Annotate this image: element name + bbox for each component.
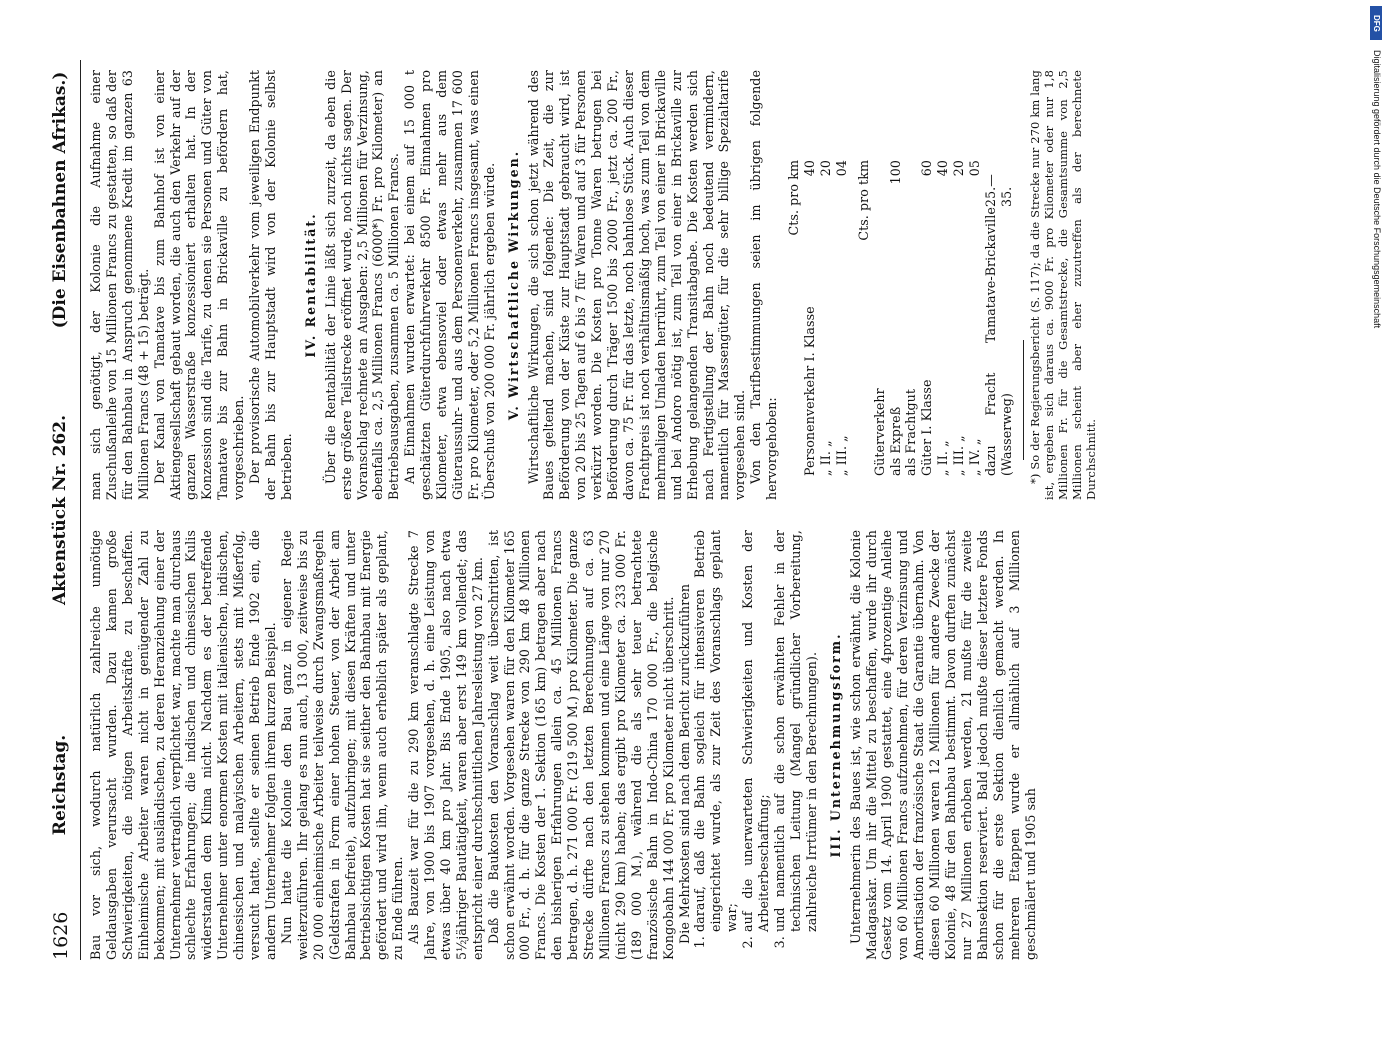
page-number: 1626 (50, 911, 72, 960)
table-row (967, 100, 983, 490)
row-value: 05 (967, 160, 983, 177)
header-right-title: (Die Eisenbahnen Afrikas.) (50, 71, 70, 329)
section-heading: V. Wirtschaftliche Wirkungen. (505, 149, 521, 421)
list-item: 3. und namentlich auf die schon erwähnten Fehler in der technischen Leitung (Mangel gründlicher Vorbereitung, zahlreiche Irrtümer in den Berechnungen). (772, 530, 820, 932)
column-right (88, 70, 1268, 500)
section-heading: III. Unternehmungsform. (827, 632, 843, 858)
row-label: Personenverkehr I. Klasse (801, 306, 817, 476)
row-label: „ III. „ (833, 435, 849, 476)
paragraph: Wirtschaftliche Wirkungen, die sich schon jetzt während des Baues geltend machen, sind folgende: Die Zeit, die zur Beförderung von der Küste zur Hauptstadt gebraucht wird, ist von 20 bis 25 Tagen auf 6 bis 7 für Waren und auf 3 für Personen verkürzt worden. Die Kosten pro Tonne Waren betrugen bei Beförderung durch Träger 1500 bis 2000 Fr., jetzt ca. 200 Fr., davon ca. 75 Fr. für das letzte, noch bahnlose Stück. Auch dieser Frachtpreis ist noch verhältnismäßig hoch, was zum Teil von dem mehrmaligen Umladen herrührt, zum Teil von einer in Brickaville und bei Andoro nötig ist, zum Teil von einer in Brickaville zur Erhebung gelangenden Transitabgabe. Die Kosten werden sich nach Fertigstellung der Bahn noch bedeutend vermindern, namentlich für Massengüter, für die sehr billige Spezialtarife vorgesehen sind. (525, 70, 748, 500)
table-row (834, 100, 850, 490)
section-heading: IV. Rentabilität. (302, 212, 318, 358)
row-label: „ III. „ (951, 435, 967, 476)
dfg-logo: DFG (1370, 6, 1382, 40)
cost-reasons-list (692, 530, 819, 960)
footnote-rule (1023, 340, 1024, 460)
table-row (903, 100, 919, 490)
row-label: Güter I. Klasse (919, 379, 935, 476)
row-label: „ II. „ (935, 440, 951, 476)
table-row (919, 100, 935, 490)
table-row (951, 100, 967, 490)
header-center-title: Aktenstück Nr. 262. (50, 415, 70, 606)
paragraph: Als Bauzeit war für die zu 290 km veranschlagte Strecke 7 Jahre, von 1900 bis 1907 vorgesehen, d. h. eine Leistung von etwas über 40 km pro Jahr. Bis Ende 1905, also nach etwa 5½jähriger Bautätigkeit, waren aber erst 149 km vollendet; das entspricht einer durchschnittlichen Jahresleistung von 27 km. (406, 530, 485, 960)
paragraph: Nun hatte die Kolonie den Bau ganz in eigener Regie weiterzuführen. Ihr gelang es nun auch, 13 000, zeitweise bis zu 20 000 einheimische Arbeiter teilweise durch Zwangsmaßregeln (Geldstrafen in Form einer hohen Steuer, von der Arbeit am Bahnbau befreite), aufzubringen; mit diesen Kräften und unter betriebsichtigen Kosten hat sie seither den Bahnbau mit Energie gefördert und wird ihn, wenn auch erheblich später als geplant, zu Ende führen. (278, 530, 406, 960)
list-item: 2. auf die unerwarteten Schwierigkeiten und Kosten der Arbeiterbeschaffung; (740, 530, 772, 932)
paragraph: Die Mehrkosten sind nach dem Bericht zurückzuführen (676, 583, 692, 944)
tariff-table-freight (856, 100, 1015, 490)
table-row (818, 100, 834, 490)
column-left (88, 530, 1268, 960)
paragraph: Von den Tarifbestimmungen seien im übrigen folgende hervorgehoben: (748, 70, 780, 500)
paragraph: An Einnahmen wurden erwartet: bei einem auf 15 000 t geschätzten Güterdurchfuhrverkehr 8500 Fr. Einnahmen pro Kilometer, etwa ebensoviel oder etwas mehr aus dem Güteraussuhr- und aus dem Personenverkehr, zusammen 17 600 Fr. pro Kilometer, oder 5,2 Millionen Francs insgesamt, was einen Überschuß von 200 000 Fr. jährlich ergeben würde. (402, 70, 497, 500)
paragraph: Über die Rentabilität der Linie läßt sich zurzeit, da eben die erste größere Teilstrecke eröffnet wurde, noch nichts sagen. Der Voranschlag rechnete an Ausgaben: 2,5 Millionen für Verzinsung, ebenfalls ca. 2,5 Millionen Francs (6000*) Fr. pro Kilometer) an Betriebsausgaben, zusammen ca. 5 Millionen Francs. (322, 70, 402, 500)
paragraph: man sich genötigt, der Kolonie die Aufnahme einer Zuschußanleihe von 15 Millionen Francs zu gestatten, so daß der für den Bahnbau in Anspruch genommene Kredit im ganzen 63 Millionen Francs (48 + 15) beträgt. (88, 70, 151, 500)
digitization-credit-strip (1372, 0, 1382, 1000)
table-row (872, 100, 888, 490)
header-rule (80, 60, 81, 960)
row-label: dazu Fracht Tamatave-Brickaville (Wasserweg) (982, 207, 1014, 476)
row-value: 100 (887, 160, 903, 185)
row-label: „ II. „ (817, 440, 833, 476)
table-header: Cts. pro tkm (855, 160, 871, 241)
header-left-title: Reichstag. (50, 734, 70, 836)
paragraph: Unternehmerin des Baues ist, wie schon erwähnt, die Kolonie Madagaskar. Um ihr die Mittel zu beschaffen, wurde ihr durch Gesetz vom 14. April 1900 gestattet, eine 4prozentige Anleihe von 60 Millionen Francs aufzunehmen, für deren Verzinsung und Amortisation der französische Staat die Garantie übernahm. Von diesen 60 Millionen waren 12 Millionen für andere Zwecke der Kolonie, 48 für den Bahnbau bestimmt. Davon durften zunächst nur 27 Millionen erhoben werden, 21 mußte für die zweite Bahnsektion reserviert. Bald jedoch mußte dieser letztere Fonds schon für die erste Sektion dienlich gemacht werden. In mehreren Etappen wurde er allmählich auf 3 Millionen geschmälert und 1905 sah (847, 530, 1038, 960)
table-row (983, 100, 1015, 490)
row-label: „ IV. „ (967, 438, 983, 476)
row-label: als Frachtgut (903, 388, 919, 476)
row-label: Güterverkehr (871, 388, 887, 476)
row-value: 20 (817, 160, 833, 177)
table-row (935, 100, 951, 490)
digitization-credit: Digitalisierung gefördert durch die Deutsche Forschungsgemeinschaft (1372, 50, 1382, 329)
row-value: 40 (801, 160, 817, 177)
paragraph: Der Kanal von Tamatave bis zum Bahnhof ist von einer Aktiengesellschaft gebaut worden, die auch den Verkehr auf der ganzen Wasserstraße konzessioniert erhalten hat. In der Konzession sind die Tarife, zu denen sie Personen und Güter von Tamatave bis zur Bahn in Brickaville zu befördern hat, vorgeschrieben. (151, 70, 247, 500)
footnote: *) So der Regierungsbericht (S. 117); da die Strecke nur 270 km lang ist, ergeben sich daraus ca. 9000 Fr. pro Kilometer oder nur 1,8 Millionen Fr. für die Gesamtstrecke, die Gesamtsumme von 2,5 Millionen scheint aber eher zuzutreffen als der berechnete Durchschnitt. (1027, 70, 1098, 500)
row-value: 20 (951, 160, 967, 177)
running-header (44, 50, 78, 960)
table-header: Cts. pro km (786, 160, 802, 236)
row-value: 25.—35. (982, 174, 1014, 208)
tariff-table-passengers (786, 100, 850, 490)
row-label: als Expreß (887, 406, 903, 476)
row-value: 40 (935, 160, 951, 177)
row-value: 60 (919, 160, 935, 177)
paragraph: Daß die Baukosten den Voranschlag weit überschritten, ist schon erwähnt worden. Vorgesehen waren für den Kilometer 165 000 Fr., d. h. für die ganze Strecke von 290 km 48 Millionen Francs. Die Kosten der 1. Sektion (165 km) betragen aber nach den bisherigen Erfahrungen allein ca. 45 Millionen Francs betragen, d. h. 271 000 Fr. (219 500 M.) pro Kilometer. Die ganze Strecke dürfte nach den letzten Berechnungen auf ca. 63 Millionen Francs zu stehen kommen und eine Länge von nur 270 (nicht 290 km) haben; das ergibt pro Kilometer ca. 233 000 Fr. (189 000 M.), während die als sehr teuer betrachtete französische Bahn in Indo-China 170 000 Fr., die belgische Kongobahn 144 000 Fr. pro Kilometer nicht überschritt. (485, 530, 676, 960)
list-item: 1. darauf, daß die Bahn sogleich für intensiveren Betrieb eingerichtet wurde, als zur Zeit des Voranschlags geplant war; (692, 530, 740, 932)
table-row (888, 100, 904, 490)
paragraph: Bau vor sich, wodurch natürlich zahlreiche unnötige Geldausgaben verursacht wurden. Dazu kamen große Schwierigkeiten, die nötigen Arbeitskräfte zu beschaffen. Einheimische Arbeiter waren nicht in genügender Zahl zu bekommen; mit ausländischen, zu deren Heranziehung einer der Unternehmer vertraglich verpflichtet war, machte man durchaus schlechte Erfahrungen; die indischen und chinesischen Kulis widerstanden dem Klima nicht. Nachdem es der betreffende Unternehmer unter enormen Kosten mit italienischen, indischen, chinesischen und malayischen Arbeitern, stets mit Mißerfolg, versucht hatte, stellte er seinen Betrieb Ende 1902 ein, die andern Unternehmer folgten ihrem kurzen Beispiel. (88, 530, 278, 960)
row-value: 04 (833, 160, 849, 177)
table-row (802, 100, 818, 490)
paragraph: Der provisorische Automobilverkehr vom jeweiligen Endpunkt der Bahn bis zur Hauptstadt wird von der Kolonie selbst betrieben. (247, 70, 294, 500)
